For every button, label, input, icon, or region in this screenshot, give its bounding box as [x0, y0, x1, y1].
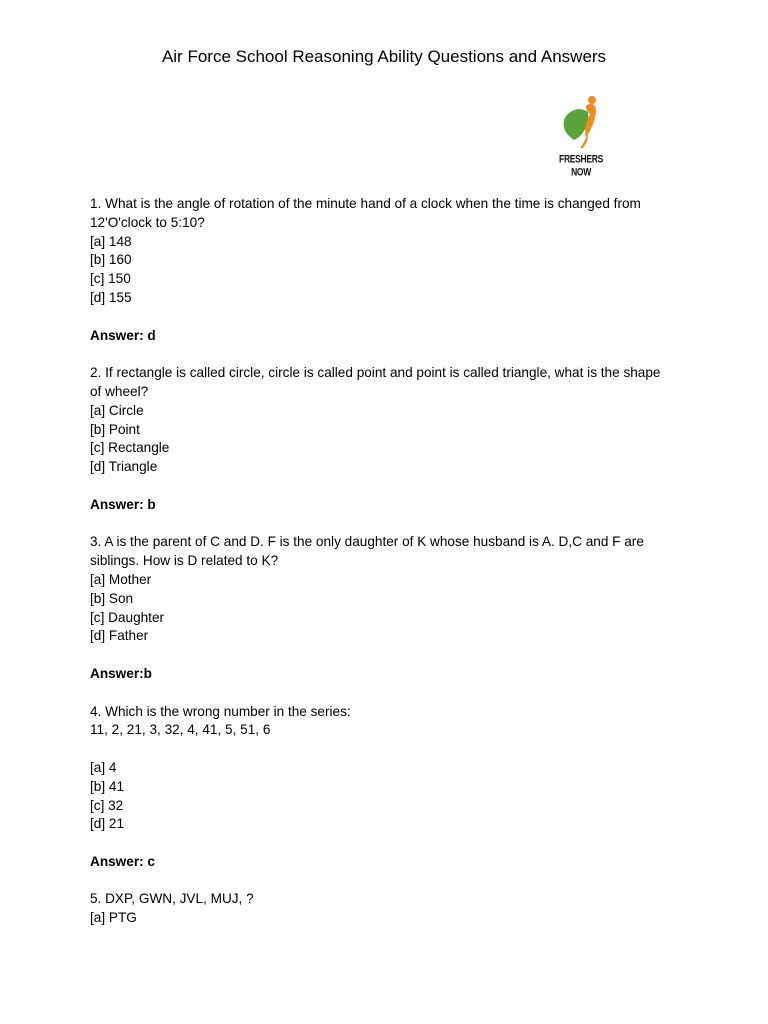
- question-2: [90, 364, 690, 533]
- option: [a] PTG: [90, 910, 137, 926]
- option: [a] Mother: [90, 571, 152, 587]
- option: [b] Son: [90, 590, 134, 606]
- question-4: [90, 703, 690, 891]
- option: [a] 4: [90, 759, 117, 775]
- answer: Answer: b: [90, 496, 156, 512]
- option: [c] Daughter: [90, 609, 165, 625]
- option: [a] 148: [90, 233, 132, 249]
- question-text: 12'O'clock to 5:10?: [90, 214, 205, 230]
- question-text: 2. If rectangle is called circle, circle is called point and point is called triangle, what is the shape: [90, 365, 661, 381]
- question-1: [90, 195, 690, 364]
- freshers-now-logo: [550, 92, 612, 178]
- option: [c] 32: [90, 797, 124, 813]
- option: [d] Father: [90, 628, 149, 644]
- question-text: siblings. How is D related to K?: [90, 553, 279, 569]
- option: [c] Rectangle: [90, 440, 170, 456]
- answer: Answer: c: [90, 853, 155, 869]
- option: [d] Triangle: [90, 459, 158, 475]
- questions-list: [90, 195, 690, 928]
- answer: Answer:b: [90, 665, 152, 681]
- page-title: Air Force School Reasoning Ability Questions and Answers: [161, 47, 607, 66]
- option: [c] 150: [90, 271, 131, 287]
- option: [d] 155: [90, 289, 132, 305]
- option: [b] 160: [90, 252, 132, 268]
- question-text: 1. What is the angle of rotation of the minute hand of a clock when the time is changed from: [90, 196, 641, 211]
- answer: Answer: d: [90, 327, 156, 343]
- question-text: of wheel?: [90, 383, 149, 399]
- question-text: 3. A is the parent of C and D. F is the only daughter of K whose husband is A. D,C and F are: [90, 534, 644, 550]
- option: [b] 41: [90, 778, 125, 794]
- option: [a] Circle: [90, 402, 144, 418]
- question-text: 4. Which is the wrong number in the series:: [90, 703, 351, 719]
- freshers-now-runner-icon: [550, 92, 612, 152]
- question-text: 11, 2, 21, 3, 32, 4, 41, 5, 51, 6: [90, 722, 271, 738]
- question-text: 5. DXP, GWN, JVL, MUJ, ?: [90, 891, 254, 907]
- option: [b] Point: [90, 421, 140, 437]
- question-3: [90, 533, 690, 702]
- question-5: [90, 890, 690, 928]
- logo-text: FRESHERS NOW: [559, 152, 603, 178]
- option: [d] 21: [90, 816, 125, 832]
